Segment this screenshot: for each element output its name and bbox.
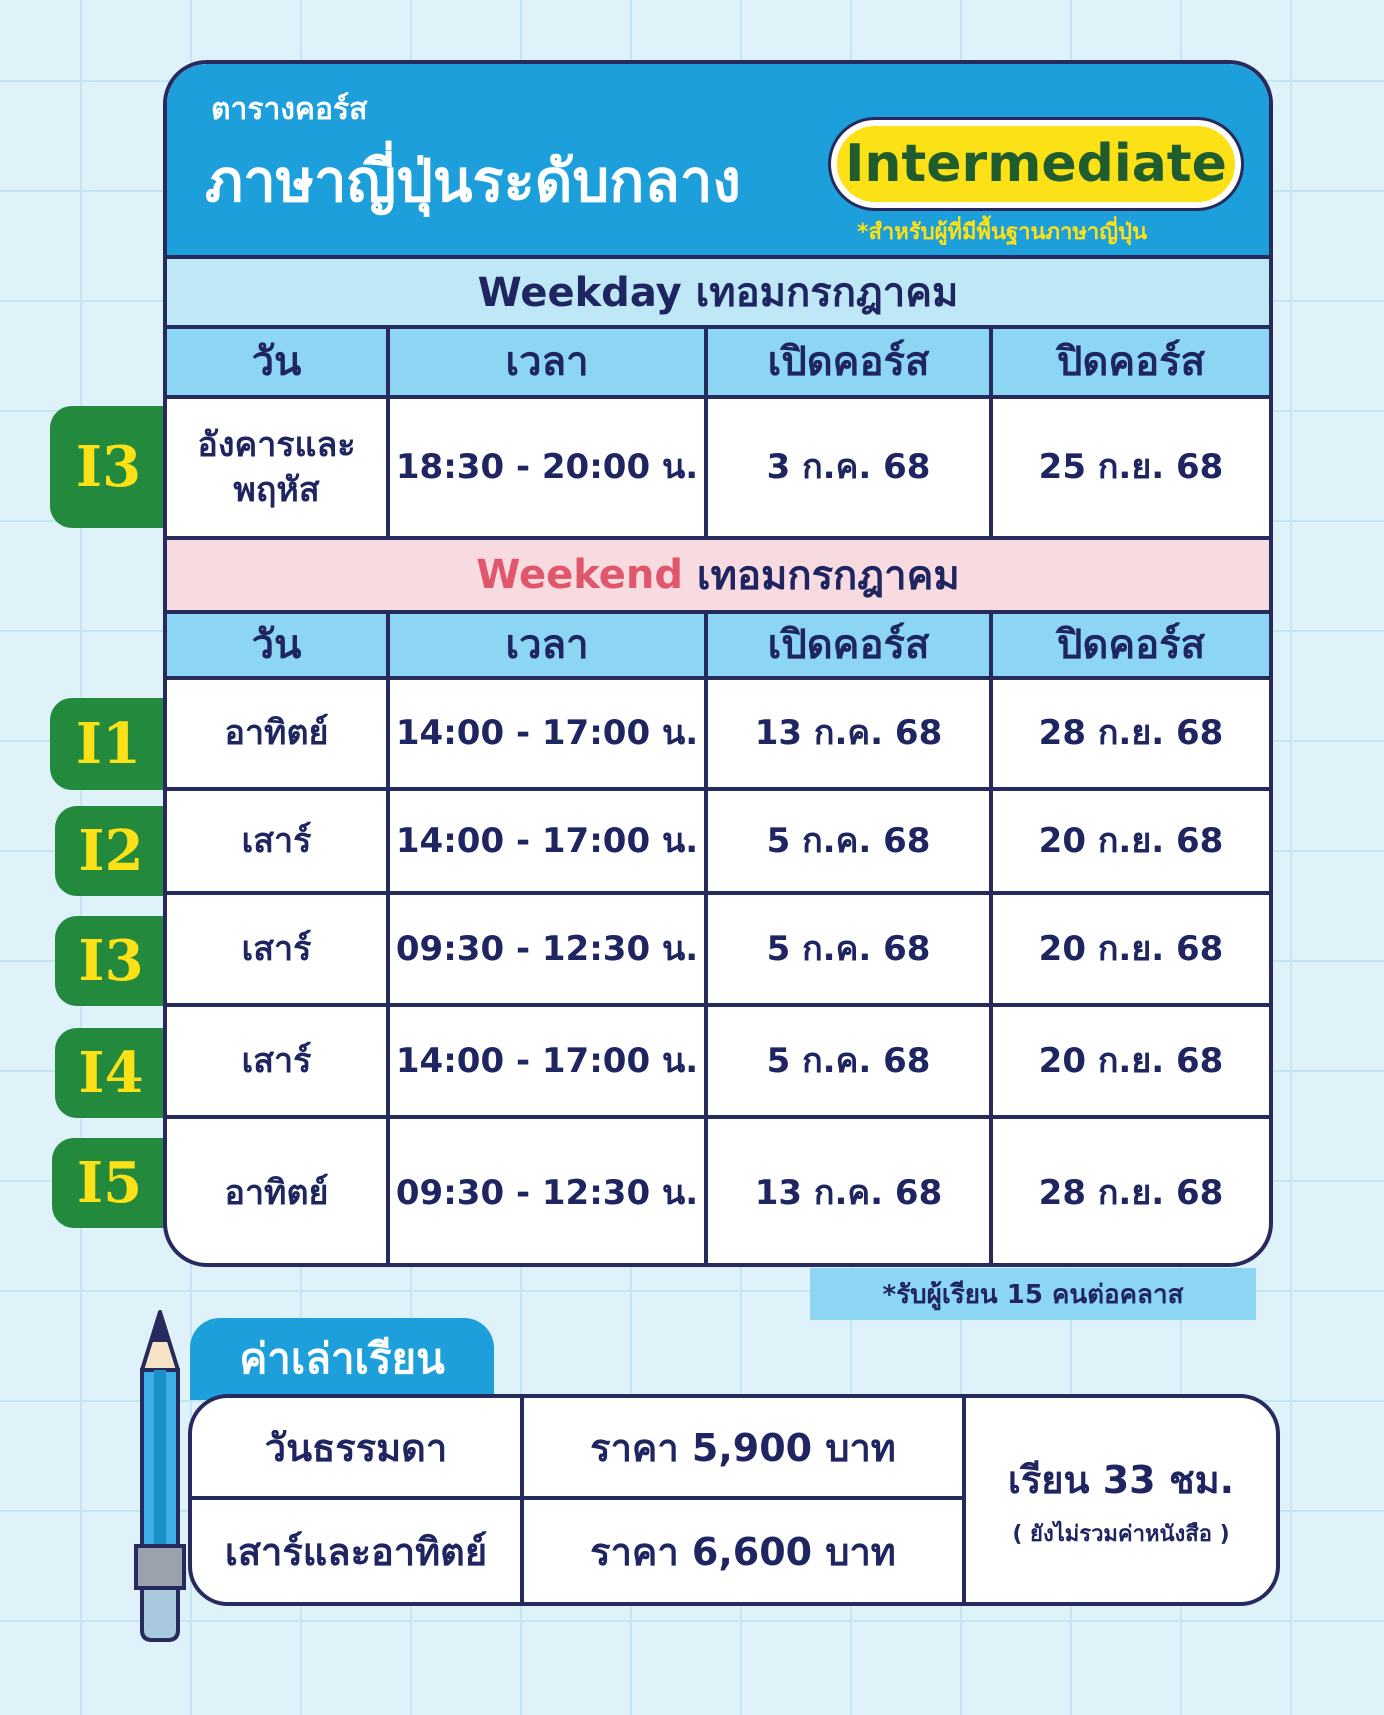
table-row	[167, 895, 1269, 1007]
col-day: วัน	[167, 614, 390, 676]
row-start: 13 ก.ค. 68	[708, 1119, 993, 1267]
row-day: อาทิตย์	[167, 680, 390, 787]
weekend-title-rest: เทอมกรกฎาคม	[683, 553, 960, 599]
table-row	[167, 791, 1269, 895]
col-time: เวลา	[390, 614, 708, 676]
row-time: 18:30 - 20:00 น.	[390, 399, 708, 536]
row-start: 5 ก.ค. 68	[708, 895, 993, 1003]
row-time: 14:00 - 17:00 น.	[390, 791, 708, 891]
row-end: 28 ก.ย. 68	[1038, 1172, 1224, 1213]
fee-labels	[192, 1398, 524, 1602]
weekend-fee-price: ราคา 6,600 บาท	[590, 1529, 896, 1574]
col-end: ปิดคอร์ส	[993, 614, 1269, 676]
course-code-tag: I4	[55, 1028, 167, 1118]
row-end: 20 ก.ย. 68	[1038, 820, 1224, 861]
col-day: วัน	[167, 329, 390, 395]
row-day: เสาร์	[167, 895, 390, 1003]
row-day: เสาร์	[167, 791, 390, 891]
row-end: 20 ก.ย. 68	[1038, 1040, 1224, 1081]
weekday-title: Weekday เทอมกรกฎาคม	[477, 270, 959, 316]
fees-title: ค่าเล่าเรียน	[190, 1318, 494, 1400]
prerequisite-note: *สำหรับผู้ที่มีพื้นฐานภาษาญี่ปุ่น	[857, 220, 1147, 245]
capacity-note: *รับผู้เรียน 15 คนต่อคลาส	[810, 1268, 1256, 1320]
course-code-tag: I1	[50, 698, 167, 790]
weekday-band	[167, 259, 1269, 329]
pencil-icon	[128, 1310, 192, 1645]
row-time: 09:30 - 12:30 น.	[390, 1119, 708, 1267]
col-start: เปิดคอร์ส	[708, 329, 993, 395]
header-subtitle: ตารางคอร์ส	[211, 92, 368, 127]
course-hours: เรียน 33 ชม.	[1007, 1458, 1235, 1502]
row-time: 09:30 - 12:30 น.	[390, 895, 708, 1003]
weekend-title-accent: Weekend	[476, 552, 683, 598]
course-code-tag: I3	[55, 916, 167, 1006]
course-code-tag: I3	[50, 406, 167, 528]
row-end: 25 ก.ย. 68	[1038, 447, 1224, 488]
header-title: ภาษาญี่ปุ่นระดับกลาง	[205, 147, 741, 215]
row-end: 20 ก.ย. 68	[1038, 928, 1224, 969]
row-time: 14:00 - 17:00 น.	[390, 1007, 708, 1115]
weekend-fee-label: เสาร์และอาทิตย์	[224, 1529, 488, 1574]
row-time: 14:00 - 17:00 น.	[390, 680, 708, 787]
row-start: 13 ก.ค. 68	[708, 680, 993, 787]
row-start: 5 ก.ค. 68	[708, 1007, 993, 1115]
level-badge: Intermediate	[831, 120, 1241, 208]
weekday-column-header	[167, 329, 1269, 399]
table-row	[167, 1119, 1269, 1267]
row-day: อังคารและ พฤหัส	[167, 399, 390, 536]
weekend-band	[167, 540, 1269, 614]
row-end: 28 ก.ย. 68	[1038, 713, 1224, 754]
col-start: เปิดคอร์ส	[708, 614, 993, 676]
course-hours-note: ( ยังไม่รวมค่าหนังสือ )	[1012, 1522, 1230, 1547]
col-time: เวลา	[390, 329, 708, 395]
table-row	[167, 680, 1269, 791]
card-header	[167, 64, 1269, 259]
fee-hours	[966, 1398, 1276, 1602]
row-day: เสาร์	[167, 1007, 390, 1115]
row-start: 3 ก.ค. 68	[708, 399, 993, 536]
course-code-tag: I5	[52, 1138, 167, 1228]
schedule-card	[163, 60, 1273, 1267]
table-row	[167, 399, 1269, 540]
row-day: อาทิตย์	[167, 1119, 390, 1267]
weekday-fee-label: วันธรรมดา	[192, 1398, 520, 1500]
course-code-tag: I2	[55, 806, 167, 896]
fees-table	[188, 1394, 1280, 1606]
col-end: ปิดคอร์ส	[993, 329, 1269, 395]
weekend-column-header	[167, 614, 1269, 680]
weekday-fee-price: ราคา 5,900 บาท	[524, 1398, 962, 1500]
row-start: 5 ก.ค. 68	[708, 791, 993, 891]
fee-prices	[524, 1398, 966, 1602]
table-row	[167, 1007, 1269, 1119]
